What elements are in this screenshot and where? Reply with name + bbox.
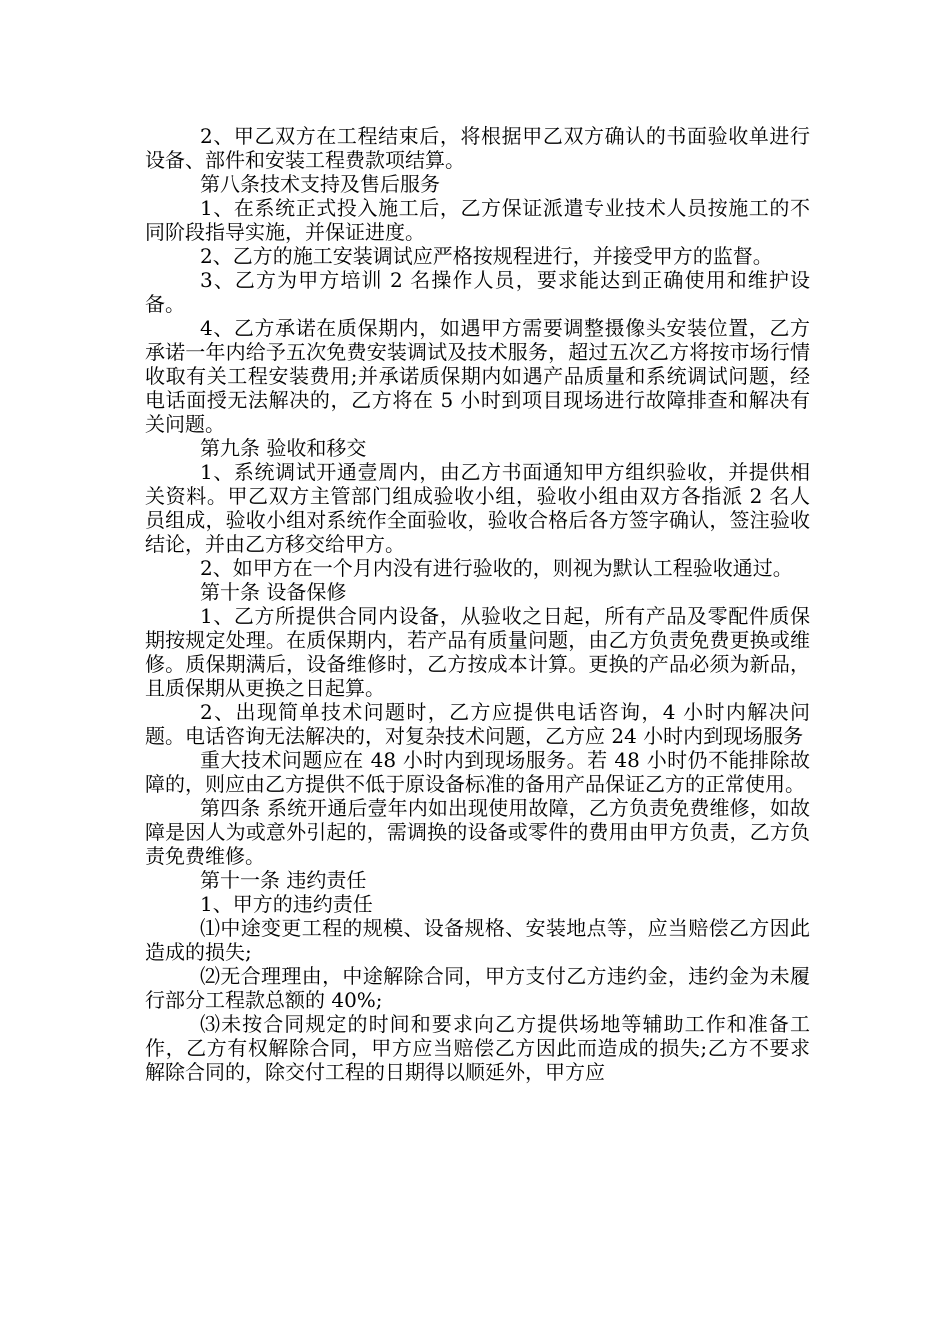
- paragraph-8-2: 2、乙方的施工安装调试应严格按规程进行，并接受甲方的监督。: [200, 244, 773, 268]
- paragraph-11-1-2: ⑵无合理理由，中途解除合同，甲方支付乙方违约金，违约金为未履行部分工程款总额的 40%;: [145, 964, 810, 1012]
- paragraph-article-4: 第四条 系统开通后壹年内如出现使用故障，乙方负责免费维修，如故障是因人为或意外引起的，需调换的设备或零件的费用由甲方负责，乙方负责免费维修。: [145, 796, 810, 868]
- heading-article-11: 第十一条 违约责任: [200, 868, 367, 892]
- paragraph-9-2: 2、如甲方在一个月内没有进行验收的，则视为默认工程验收通过。: [200, 556, 793, 580]
- paragraph-9-1: 1、系统调试开通壹周内，由乙方书面通知甲方组织验收，并提供相关资料。甲乙双方主管部门组成验收小组，验收小组由双方各指派 2 名人员组成，验收小组对系统作全面验收，验收合格后各方签字确认，签注验收结论，并由乙方移交给甲方。: [145, 460, 810, 556]
- heading-article-9: 第九条 验收和移交: [200, 436, 367, 460]
- paragraph-10-2: 2、出现简单技术问题时，乙方应提供电话咨询，4 小时内解决问题。电话咨询无法解决的，对复杂技术问题，乙方应 24 小时内到现场服务: [145, 700, 810, 748]
- paragraph-major-issues: 重大技术问题应在 48 小时内到现场服务。若 48 小时仍不能排除故障的，则应由乙方提供不低于原设备标准的备用产品保证乙方的正常使用。: [145, 748, 810, 796]
- paragraph-8-4: 4、乙方承诺在质保期内，如遇甲方需要调整摄像头安装位置，乙方承诺一年内给予五次免费安装调试及技术服务，超过五次乙方将按市场行情收取有关工程安装费用;并承诺质保期内如遇产品质量和系统调试问题，经电话面授无法解决的，乙方将在 5 小时到项目现场进行故障排查和解决有关问题。: [145, 316, 810, 436]
- paragraph-11-1-3: ⑶未按合同规定的时间和要求向乙方提供场地等辅助工作和准备工作，乙方有权解除合同，甲方应当赔偿乙方因此而造成的损失;乙方不要求解除合同的，除交付工程的日期得以顺延外，甲方应: [145, 1012, 810, 1084]
- paragraph-11-1-1: ⑴中途变更工程的规模、设备规格、安装地点等，应当赔偿乙方因此造成的损失;: [145, 916, 810, 964]
- document-body: [145, 124, 810, 1084]
- paragraph-8-3: 3、乙方为甲方培训 2 名操作人员，要求能达到正确使用和维护设备。: [145, 268, 810, 316]
- subheading-party-a-liability: 1、甲方的违约责任: [200, 892, 373, 916]
- heading-article-10: 第十条 设备保修: [200, 580, 347, 604]
- heading-article-8: 第八条技术支持及售后服务: [200, 172, 440, 196]
- paragraph-8-1: 1、在系统正式投入施工后，乙方保证派遣专业技术人员按施工的不同阶段指导实施，并保证进度。: [145, 196, 810, 244]
- paragraph-settlement: 2、甲乙双方在工程结束后，将根据甲乙双方确认的书面验收单进行设备、部件和安装工程费款项结算。: [145, 124, 810, 172]
- paragraph-10-1: 1、乙方所提供合同内设备，从验收之日起，所有产品及零配件质保期按规定处理。在质保期内，若产品有质量问题，由乙方负责免费更换或维修。质保期满后，设备维修时，乙方按成本计算。更换的产品必须为新品，且质保期从更换之日起算。: [145, 604, 810, 700]
